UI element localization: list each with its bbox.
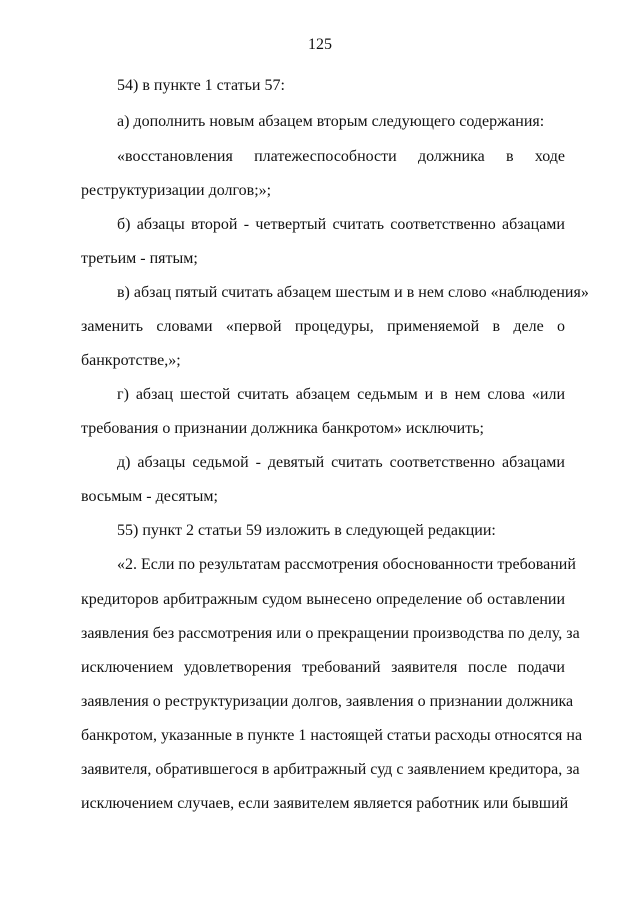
text-line: г) абзац шестой считать абзацем седьмым и в нем слова «или xyxy=(117,386,565,403)
text-line: «2. Если по результатам рассмотрения обоснованности требований xyxy=(117,556,576,573)
text-line: заявления о реструктуризации долгов, заявления о признании должника xyxy=(81,693,574,710)
text-line: банкротстве,»; xyxy=(81,352,181,369)
text-line: 55) пункт 2 статьи 59 изложить в следующей редакции: xyxy=(117,522,496,539)
text-line: кредиторов арбитражным судом вынесено определение об оставлении xyxy=(81,591,565,608)
text-line: заявителя, обратившегося в арбитражный суд с заявлением кредитора, за xyxy=(81,761,580,778)
text-line: банкротом, указанные в пункте 1 настоящей статьи расходы относятся на xyxy=(81,727,583,744)
text-line: требования о признании должника банкротом» исключить; xyxy=(81,420,484,437)
text-line: «восстановления платежеспособности должника в ходе xyxy=(117,148,565,165)
text-line: исключением случаев, если заявителем является работник или бывший xyxy=(81,795,569,812)
text-line: 54) в пункте 1 статьи 57: xyxy=(117,77,285,94)
text-line: реструктуризации долгов;»; xyxy=(81,182,272,199)
text-line: восьмым - десятым; xyxy=(81,488,218,505)
page-number: 125 xyxy=(308,36,332,53)
text-line: в) абзац пятый считать абзацем шестым и в нем слово «наблюдения» xyxy=(117,284,589,301)
text-line: б) абзацы второй - четвертый считать соответственно абзацами xyxy=(117,216,565,233)
text-line: а) дополнить новым абзацем вторым следующего содержания: xyxy=(117,113,545,130)
text-line: исключением удовлетворения требований заявителя после подачи xyxy=(81,659,565,676)
text-line: третьим - пятым; xyxy=(81,250,198,267)
text-line: заявления без рассмотрения или о прекращении производства по делу, за xyxy=(81,625,580,642)
text-line: д) абзацы седьмой - девятый считать соответственно абзацами xyxy=(117,454,565,471)
text-line: заменить словами «первой процедуры, применяемой в деле о xyxy=(81,318,565,335)
